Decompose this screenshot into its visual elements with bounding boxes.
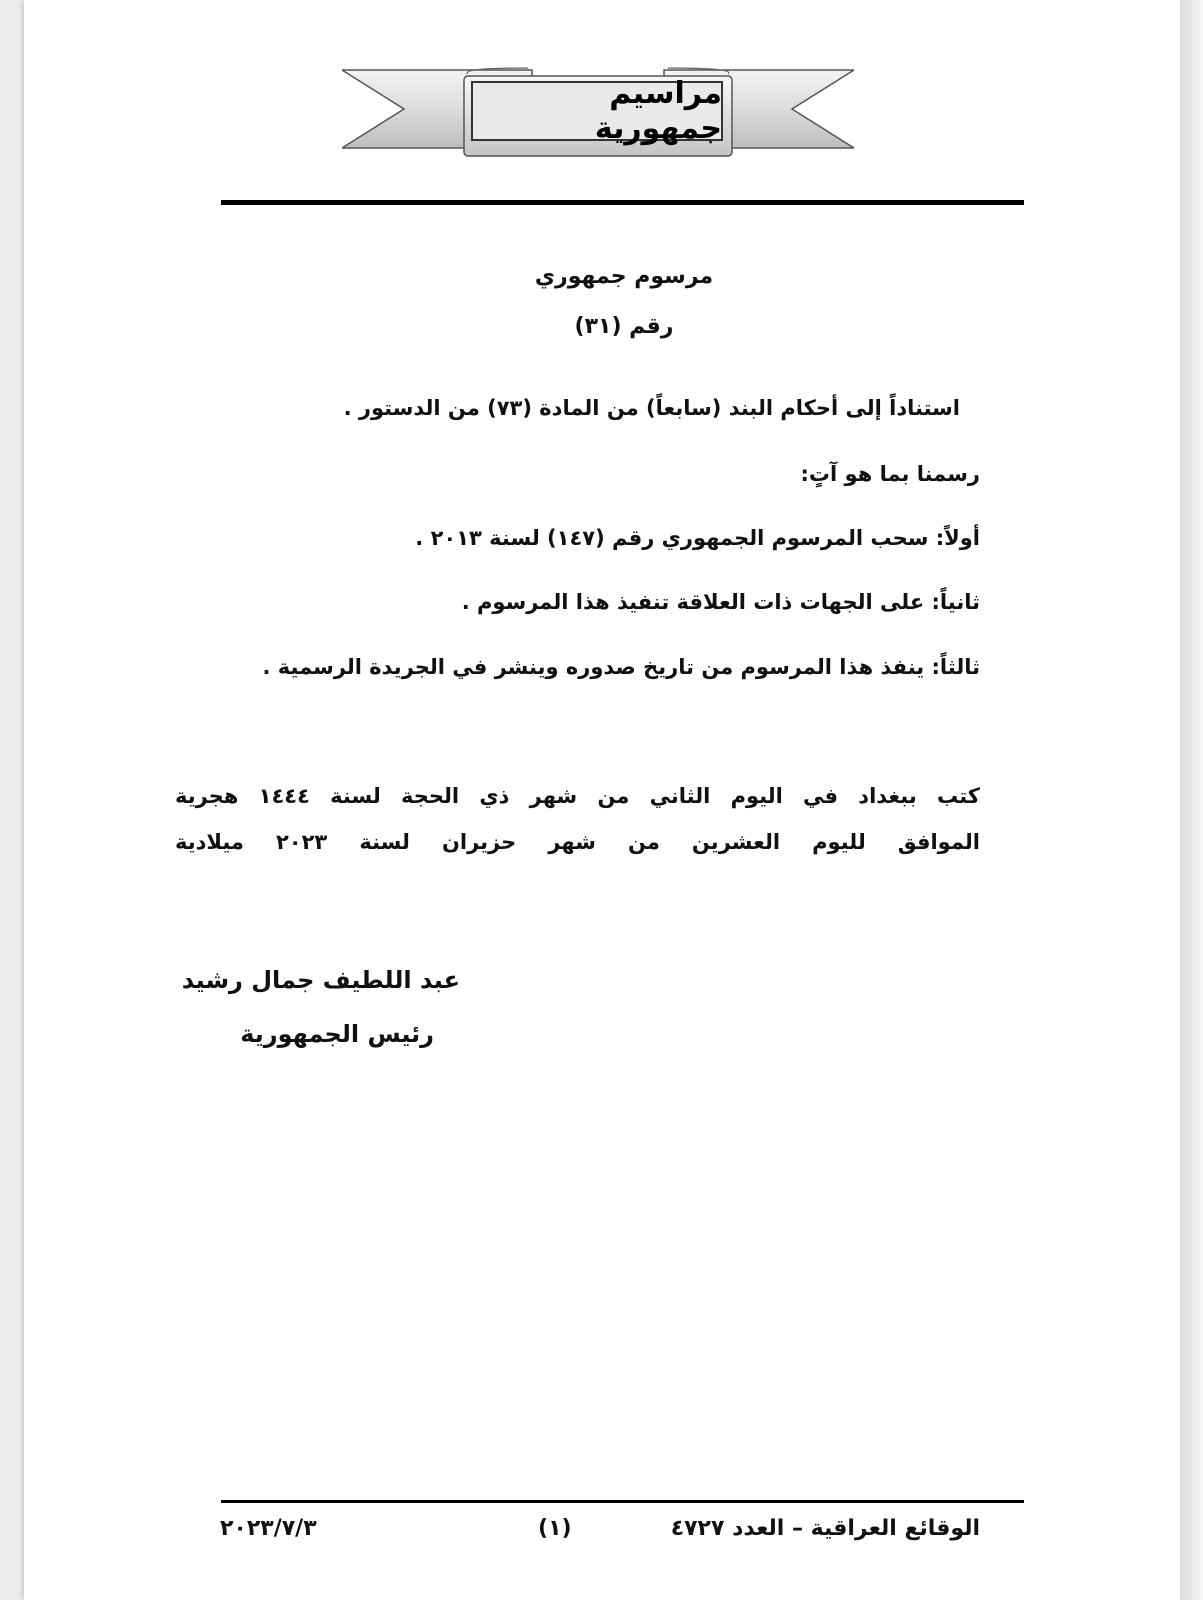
hijri-date-line: كتب ببغداد في اليوم الثاني من شهر ذي الحجة لسنة ١٤٤٤ هجرية <box>175 784 980 808</box>
signatory-position: رئيس الجمهورية <box>240 1020 434 1048</box>
enactment-text: رسمنا بما هو آتٍ: <box>800 462 980 486</box>
article-third: ثالثاً: ينفذ هذا المرسوم من تاريخ صدوره وينشر في الجريدة الرسمية . <box>262 655 980 679</box>
footer-divider <box>221 1500 1024 1503</box>
footer-publication: الوقائع العراقية – العدد ٤٧٢٧ <box>670 1516 980 1541</box>
page-edge <box>1180 0 1203 1600</box>
article-first: أولاً: سحب المرسوم الجمهوري رقم (١٤٧) لسنة ٢٠١٣ . <box>415 526 980 550</box>
decree-number: رقم (٣١) <box>574 314 674 339</box>
document-page <box>24 0 1180 1600</box>
preamble-text: استناداً إلى أحكام البند (سابعاً) من المادة (٧٣) من الدستور . <box>343 396 960 420</box>
gregorian-date-line: الموافق لليوم العشرين من شهر حزيران لسنة ٢٠٢٣ ميلادية <box>175 830 980 854</box>
footer-date: ٢٠٢٣/٧/٣ <box>220 1516 317 1541</box>
footer-page-number: (١) <box>538 1516 572 1541</box>
banner-title: مراسيم جمهورية <box>594 76 722 146</box>
header-banner <box>342 66 854 162</box>
signatory-name: عبد اللطيف جمال رشيد <box>181 966 460 994</box>
decree-title: مرسوم جمهوري <box>534 264 714 289</box>
top-divider <box>221 200 1024 205</box>
article-second: ثانياً: على الجهات ذات العلاقة تنفيذ هذا المرسوم . <box>461 590 980 614</box>
